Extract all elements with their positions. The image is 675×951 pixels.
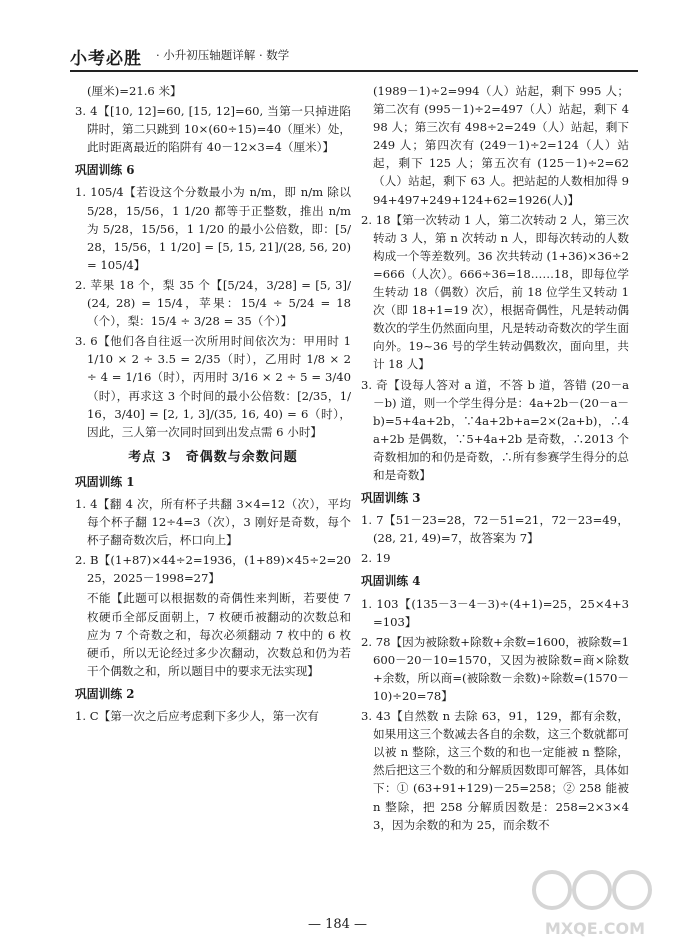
subsection-heading: 巩固训练 3 (361, 491, 421, 506)
section-heading: 考点 3 奇偶数与余数问题 (128, 449, 298, 465)
right-column (361, 82, 629, 836)
subsection-heading: 巩固训练 6 (75, 163, 135, 178)
answer-paragraph: 1. 105/4【若设这个分数最小为 n/m，即 n/m 除以 5/28，15/56，1 1/20 都等于正整数，推出 n/m 为 5/28，15/56，1 1/20 的最小公倍数，即：[5/28，15/56，1 1/20] = [5, 15, 21]/(28, 56, 20) = 105/4】 (75, 185, 351, 272)
answer-paragraph: 2. 19 (361, 551, 391, 566)
answer-paragraph: (1989－1)÷2=994（人）站起，剩下 995 人；第二次有 (995－1)÷2=497（人）站起，剩下 498 人；第三次有 498÷2=249（人）站起，剩下 249 人；第四次有 (249－1)÷2=124（人）站起，剩下 125 人；第五次有 (125－1)÷2=62（人）站起，剩下 63 人。把站起的人数相加得 994+497+249+124+62=1926(人)】 (373, 84, 629, 207)
answer-paragraph: 2. 78【因为被除数+除数+余数=1600，被除数=1600－20－10=1570，又因为被除数=商×除数+余数，所以商=(被除数－余数)÷除数=(1570－10)÷20=78】 (361, 634, 629, 703)
subsection-heading: 巩固训练 2 (75, 686, 135, 701)
answer-paragraph: 2. 18【第一次转动 1 人，第二次转动 2 人，第三次转动 3 人，第 n 次转动 n 人，即每次转动的人数构成一个等差数列。36 次共转动 (1+36)×36÷2=666（人次）。666÷36=18……18，即每位学生转动 18（偶数）次后，前 18 位学生又转动 1 次（即 18+1=19 次），根据奇偶性，凡是转动偶数次的学生仍然面向里，凡是转动奇数次的学生面向外。19~36 号的学生转动偶数次，面向里，共计 18 人】 (361, 212, 629, 372)
answer-paragraph: 3. 奇【设每人答对 a 道，不答 b 道，答错 (20－a－b) 道，则一个学生得分是：4a+2b－(20－a－b)=5+4a+2b，∵4a+2b+a=2×(2a+b)，∴4a+2b 是偶数，∵5+4a+2b 是奇数，∴2013 个奇数相加的和仍是奇数，∴所有参赛学生得分的总和是奇数】 (361, 377, 629, 482)
answer-paragraph: 2. B【(1+87)×44÷2=1936，(1+89)×45÷2=2025，2025－1998=27】 (75, 553, 351, 586)
subsection-heading: 巩固训练 1 (75, 474, 135, 489)
page-header (70, 44, 630, 70)
answer-paragraph: 不能【此题可以根据数的奇偶性来判断，若要使 7 枚硬币全部反面朝上，7 枚硬币被翻动的次数总和应为 7 个奇数之和，每次必须翻动 7 枚中的 6 枚硬币，所以无论经过多少次翻动，次数总和仍为若干个偶数之和，所以题目中的要求无法实现】 (87, 591, 351, 678)
answer-paragraph: 2. 苹果 18 个，梨 35 个【[5/24，3/28] = [5, 3]/(24, 28) = 15/4，苹果：15/4 ÷ 5/24 = 18（个），梨：15/4 ÷ 3/28 = 35（个）】 (75, 277, 351, 329)
answer-paragraph: (厘米)=21.6 米】 (87, 84, 182, 98)
answer-paragraph: 3. 43【自然数 n 去除 63，91，129，都有余数，如果用这三个数减去各自的余数，这三个数就都可以被 n 整除，这三个数的和也一定能被 n 整除，然后把这三个数的和分解质因数即可解答，具体如下：① (63+91+129)－25=258；② 258 能被 n 整除，把 258 分解质因数是：258=2×3×43，因为余数的和为 25，而余数不 (361, 709, 629, 832)
answer-paragraph: 1. 4【翻 4 次，所有杯子共翻 3×4=12（次），平均每个杯子翻 12÷4=3（次），3 刚好是奇数，每个杯子翻奇数次后，杯口向上】 (75, 496, 351, 548)
subsection-heading: 巩固训练 4 (361, 574, 421, 589)
page-number: — 184 — (307, 917, 368, 932)
left-column (75, 82, 351, 727)
book-title: 小考必胜 (70, 49, 142, 69)
svg-text:MXQE.COM: MXQE.COM (544, 919, 646, 938)
answer-paragraph: 1. C【第一次之后应考虑剩下多少人，第一次有 (75, 709, 319, 723)
answer-paragraph: 3. 4【[10, 12]=60, [15, 12]=60, 当第一只掉进陷阱时，第二只跳到 10×(60÷15)=40（厘米）处，此时距离最近的陷阱有 40－12×3=4（厘米）】 (75, 104, 351, 155)
answer-paragraph: 1. 103【(135－3－4－3)÷(4+1)=25，25×4+3=103】 (361, 596, 629, 629)
header-rule (70, 70, 638, 72)
watermark-logo (530, 864, 660, 944)
answer-paragraph: 3. 6【他们各自往返一次所用时间依次为：甲用时 1 1/10 × 2 ÷ 3.5 = 2/35（时），乙用时 1/8 × 2 ÷ 4 = 1/16（时），丙用时 3/16 × 2 ÷ 5 = 3/40（时），再求这 3 个时间的最小公倍数：[2/35，1/16，3/40] = [2, 1, 3]/(35, 16, 40) = 6（时），因此，三人第一次同时回到出发点需 6 小时】 (75, 334, 351, 439)
answer-paragraph: 1. 7【51－23=28，72－51=21，72－23=49，(28, 21, 49)=7，故答案为 7】 (361, 513, 629, 546)
book-subtitle: · 小升初压轴题详解 · 数学 (156, 48, 290, 62)
